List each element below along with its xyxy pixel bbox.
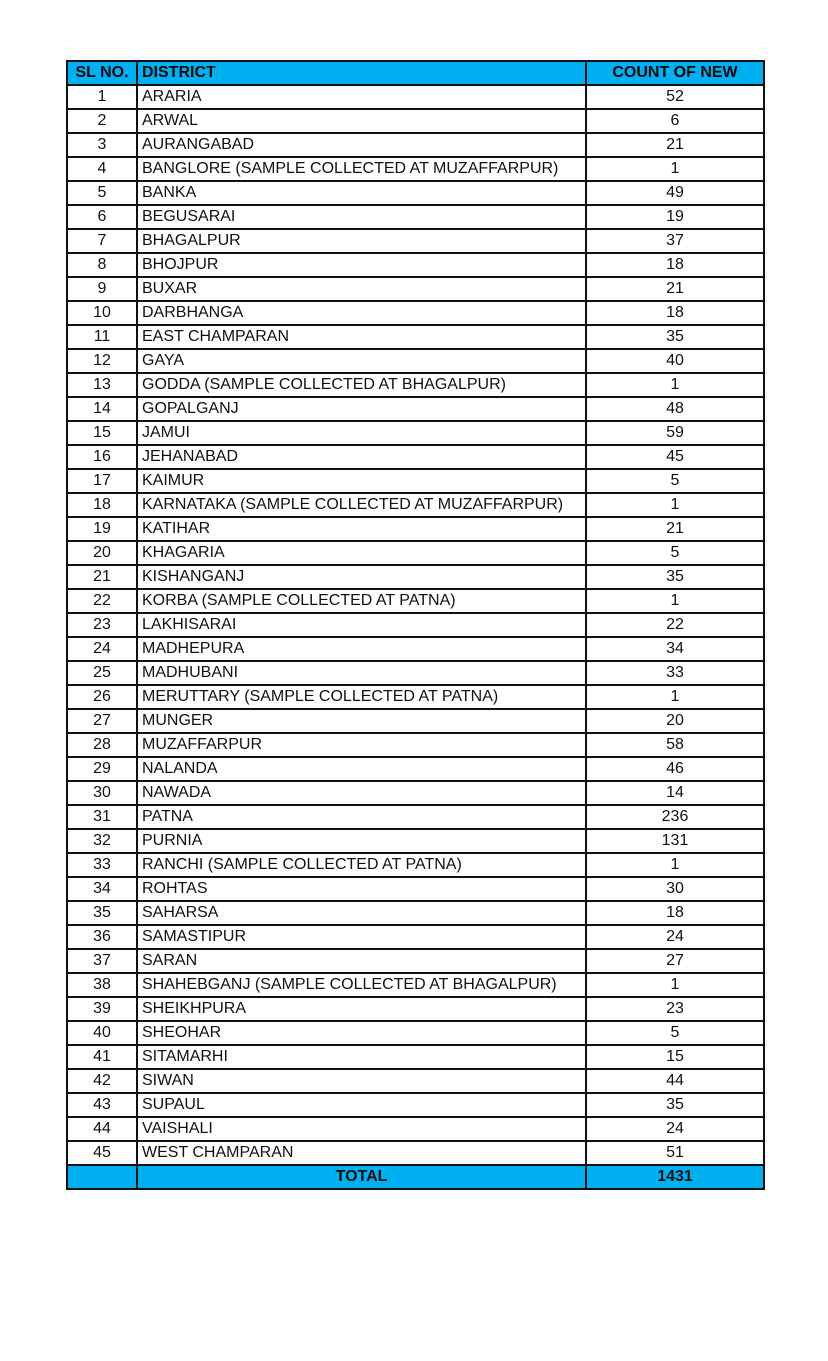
row-district: SITAMARHI [137, 1045, 586, 1069]
total-sl-cell [67, 1165, 137, 1189]
table-row [67, 637, 764, 661]
row-district: BEGUSARAI [137, 205, 586, 229]
row-district: MUNGER [137, 709, 586, 733]
row-sl-no: 7 [67, 229, 137, 253]
table-row [67, 445, 764, 469]
row-sl-no: 43 [67, 1093, 137, 1117]
row-sl-no: 36 [67, 925, 137, 949]
table-row [67, 1069, 764, 1093]
row-count: 18 [586, 253, 764, 277]
table-row [67, 1093, 764, 1117]
table-row [67, 157, 764, 181]
row-sl-no: 18 [67, 493, 137, 517]
row-sl-no: 3 [67, 133, 137, 157]
row-sl-no: 26 [67, 685, 137, 709]
row-count: 35 [586, 1093, 764, 1117]
table-row [67, 589, 764, 613]
table-row [67, 541, 764, 565]
table-row [67, 109, 764, 133]
row-district: BUXAR [137, 277, 586, 301]
row-district: SHEIKHPURA [137, 997, 586, 1021]
row-district: MADHUBANI [137, 661, 586, 685]
table-header [67, 61, 764, 85]
row-count: 131 [586, 829, 764, 853]
row-sl-no: 31 [67, 805, 137, 829]
row-count: 1 [586, 589, 764, 613]
row-sl-no: 9 [67, 277, 137, 301]
row-sl-no: 38 [67, 973, 137, 997]
row-sl-no: 39 [67, 997, 137, 1021]
row-count: 236 [586, 805, 764, 829]
row-count: 5 [586, 541, 764, 565]
row-district: BHAGALPUR [137, 229, 586, 253]
row-district: PURNIA [137, 829, 586, 853]
row-district: VAISHALI [137, 1117, 586, 1141]
table-row [67, 685, 764, 709]
row-district: WEST CHAMPARAN [137, 1141, 586, 1165]
table-footer [67, 1165, 764, 1189]
row-count: 30 [586, 877, 764, 901]
table-row [67, 1045, 764, 1069]
table-row [67, 925, 764, 949]
row-district: ARARIA [137, 85, 586, 109]
row-count: 44 [586, 1069, 764, 1093]
row-count: 34 [586, 637, 764, 661]
table-row [67, 565, 764, 589]
row-count: 20 [586, 709, 764, 733]
row-sl-no: 30 [67, 781, 137, 805]
table-row [67, 469, 764, 493]
row-sl-no: 41 [67, 1045, 137, 1069]
row-sl-no: 14 [67, 397, 137, 421]
total-row [67, 1165, 764, 1189]
table-row [67, 613, 764, 637]
row-count: 21 [586, 517, 764, 541]
row-sl-no: 35 [67, 901, 137, 925]
row-sl-no: 45 [67, 1141, 137, 1165]
header-district: DISTRICT [137, 61, 586, 85]
row-sl-no: 27 [67, 709, 137, 733]
row-count: 15 [586, 1045, 764, 1069]
table-row [67, 253, 764, 277]
row-count: 18 [586, 901, 764, 925]
row-count: 6 [586, 109, 764, 133]
table-row [67, 973, 764, 997]
table-row [67, 301, 764, 325]
row-sl-no: 17 [67, 469, 137, 493]
row-count: 23 [586, 997, 764, 1021]
row-sl-no: 32 [67, 829, 137, 853]
table-row [67, 733, 764, 757]
row-sl-no: 13 [67, 373, 137, 397]
table-row [67, 277, 764, 301]
table-body [67, 85, 764, 1165]
total-value: 1431 [586, 1165, 764, 1189]
row-district: NAWADA [137, 781, 586, 805]
row-district: SUPAUL [137, 1093, 586, 1117]
row-count: 52 [586, 85, 764, 109]
row-sl-no: 8 [67, 253, 137, 277]
table-row [67, 517, 764, 541]
row-count: 37 [586, 229, 764, 253]
row-sl-no: 21 [67, 565, 137, 589]
row-sl-no: 5 [67, 181, 137, 205]
row-count: 58 [586, 733, 764, 757]
row-count: 27 [586, 949, 764, 973]
row-count: 48 [586, 397, 764, 421]
table-row [67, 757, 764, 781]
row-count: 21 [586, 277, 764, 301]
row-count: 5 [586, 1021, 764, 1045]
row-count: 35 [586, 325, 764, 349]
row-sl-no: 24 [67, 637, 137, 661]
row-district: BANKA [137, 181, 586, 205]
table-row [67, 877, 764, 901]
row-count: 1 [586, 973, 764, 997]
row-district: JEHANABAD [137, 445, 586, 469]
row-sl-no: 19 [67, 517, 137, 541]
row-count: 35 [586, 565, 764, 589]
row-district: ARWAL [137, 109, 586, 133]
table-row [67, 349, 764, 373]
row-district: KORBA (SAMPLE COLLECTED AT PATNA) [137, 589, 586, 613]
row-district: SHAHEBGANJ (SAMPLE COLLECTED AT BHAGALPUR) [137, 973, 586, 997]
table-row [67, 805, 764, 829]
row-sl-no: 44 [67, 1117, 137, 1141]
row-count: 40 [586, 349, 764, 373]
table-row [67, 229, 764, 253]
table-row [67, 781, 764, 805]
row-district: AURANGABAD [137, 133, 586, 157]
row-district: KATIHAR [137, 517, 586, 541]
row-count: 1 [586, 157, 764, 181]
row-district: NALANDA [137, 757, 586, 781]
row-count: 45 [586, 445, 764, 469]
row-count: 1 [586, 853, 764, 877]
row-count: 1 [586, 373, 764, 397]
row-district: GOPALGANJ [137, 397, 586, 421]
table-row [67, 1021, 764, 1045]
row-count: 1 [586, 493, 764, 517]
header-count-of-new: COUNT OF NEW [586, 61, 764, 85]
row-district: MUZAFFARPUR [137, 733, 586, 757]
row-count: 14 [586, 781, 764, 805]
table-row [67, 1117, 764, 1141]
row-sl-no: 20 [67, 541, 137, 565]
row-district: GAYA [137, 349, 586, 373]
row-sl-no: 22 [67, 589, 137, 613]
row-district: SAMASTIPUR [137, 925, 586, 949]
row-count: 24 [586, 925, 764, 949]
table-row [67, 829, 764, 853]
row-district: ROHTAS [137, 877, 586, 901]
row-district: KARNATAKA (SAMPLE COLLECTED AT MUZAFFARPUR) [137, 493, 586, 517]
row-sl-no: 37 [67, 949, 137, 973]
row-district: SARAN [137, 949, 586, 973]
row-district: KAIMUR [137, 469, 586, 493]
table-row [67, 709, 764, 733]
row-count: 33 [586, 661, 764, 685]
row-count: 18 [586, 301, 764, 325]
row-count: 22 [586, 613, 764, 637]
table-row [67, 373, 764, 397]
table-row [67, 997, 764, 1021]
table-row [67, 181, 764, 205]
table-row [67, 661, 764, 685]
row-count: 1 [586, 685, 764, 709]
row-count: 5 [586, 469, 764, 493]
row-sl-no: 40 [67, 1021, 137, 1045]
row-district: SIWAN [137, 1069, 586, 1093]
total-label: TOTAL [137, 1165, 586, 1189]
header-sl-no: SL NO. [67, 61, 137, 85]
row-sl-no: 42 [67, 1069, 137, 1093]
row-district: RANCHI (SAMPLE COLLECTED AT PATNA) [137, 853, 586, 877]
row-district: JAMUI [137, 421, 586, 445]
table-row [67, 85, 764, 109]
row-count: 49 [586, 181, 764, 205]
row-count: 46 [586, 757, 764, 781]
header-row [67, 61, 764, 85]
row-sl-no: 28 [67, 733, 137, 757]
row-count: 59 [586, 421, 764, 445]
row-district: BANGLORE (SAMPLE COLLECTED AT MUZAFFARPUR) [137, 157, 586, 181]
row-sl-no: 11 [67, 325, 137, 349]
row-district: KISHANGANJ [137, 565, 586, 589]
row-sl-no: 29 [67, 757, 137, 781]
row-count: 24 [586, 1117, 764, 1141]
row-count: 51 [586, 1141, 764, 1165]
row-district: MERUTTARY (SAMPLE COLLECTED AT PATNA) [137, 685, 586, 709]
row-sl-no: 1 [67, 85, 137, 109]
row-district: DARBHANGA [137, 301, 586, 325]
table-row [67, 493, 764, 517]
row-sl-no: 34 [67, 877, 137, 901]
row-count: 21 [586, 133, 764, 157]
row-sl-no: 10 [67, 301, 137, 325]
row-sl-no: 4 [67, 157, 137, 181]
row-sl-no: 23 [67, 613, 137, 637]
table-row [67, 1141, 764, 1165]
row-sl-no: 33 [67, 853, 137, 877]
district-count-table [66, 60, 765, 1190]
row-district: GODDA (SAMPLE COLLECTED AT BHAGALPUR) [137, 373, 586, 397]
row-sl-no: 6 [67, 205, 137, 229]
row-district: SHEOHAR [137, 1021, 586, 1045]
row-district: BHOJPUR [137, 253, 586, 277]
row-sl-no: 12 [67, 349, 137, 373]
table-row [67, 325, 764, 349]
row-district: KHAGARIA [137, 541, 586, 565]
row-sl-no: 15 [67, 421, 137, 445]
table-row [67, 853, 764, 877]
row-sl-no: 16 [67, 445, 137, 469]
table-row [67, 133, 764, 157]
row-district: SAHARSA [137, 901, 586, 925]
table-row [67, 949, 764, 973]
table-row [67, 901, 764, 925]
row-district: MADHEPURA [137, 637, 586, 661]
table-row [67, 421, 764, 445]
row-district: PATNA [137, 805, 586, 829]
row-count: 19 [586, 205, 764, 229]
table-row [67, 397, 764, 421]
row-district: EAST CHAMPARAN [137, 325, 586, 349]
row-sl-no: 25 [67, 661, 137, 685]
row-district: LAKHISARAI [137, 613, 586, 637]
row-sl-no: 2 [67, 109, 137, 133]
table-row [67, 205, 764, 229]
